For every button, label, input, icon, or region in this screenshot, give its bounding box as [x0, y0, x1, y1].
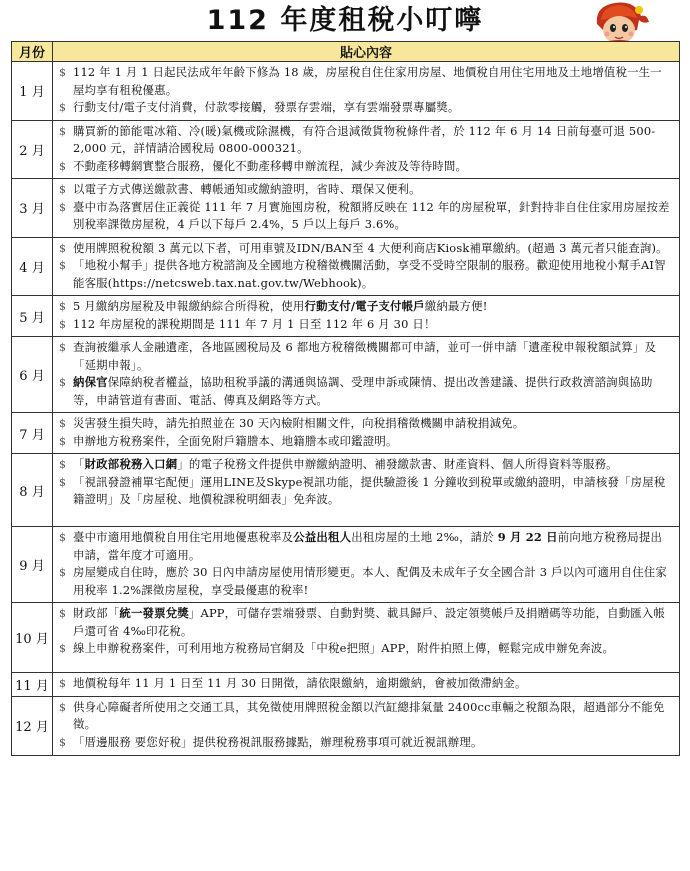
dollar-bullet-icon: $ [59, 735, 67, 749]
item-text: 前向地方稅務局提出申請，當年度才可適用。 [73, 530, 663, 562]
reminder-item [59, 640, 673, 658]
item-text: 房屋變成自住時，應於 30 日內申請房屋使用情形變更。本人、配偶及未成年子女全國合計 3 戶以內可適用自住住家用稅率 1.2%課徵房屋稅，享受最優惠的稅率! [73, 565, 667, 597]
reminder-item [59, 415, 673, 433]
month-cell: 1 月 [12, 62, 53, 121]
reminder-item [59, 529, 673, 564]
item-text: 臺中市為落實居住正義從 111 年 7 月實施囤房稅，稅額將反映在 112 年的房屋稅單，針對持非自住住家用房屋按差別稅率課徵房屋稅，4 戶以下每戶 2.4%，5 戶以上每戶 3.6%。 [73, 199, 670, 231]
month-cell: 12 月 [12, 696, 53, 755]
tax-reminder-table [11, 41, 680, 756]
reminder-item [59, 99, 673, 117]
item-text: 以電子方式傳送繳款書、轉帳通知或繳納證明，省時、環保又便利。 [73, 182, 421, 196]
dollar-bullet-icon: $ [59, 317, 67, 331]
content-cell [53, 296, 680, 337]
dollar-bullet-icon: $ [59, 341, 67, 354]
emphasis-text: 財政部稅務入口網 [84, 457, 178, 471]
reminder-item [59, 123, 673, 158]
reminder-item [59, 474, 673, 509]
month-cell: 10 月 [12, 603, 53, 673]
content-cell [53, 337, 680, 413]
month-column-header: 月份 [12, 42, 53, 62]
dollar-bullet-icon: $ [59, 376, 67, 389]
reminder-item [59, 158, 673, 176]
item-text: 」APP，可儲存雲端發票、自動對獎、載具歸戶、設定領獎帳戶及捐贈碼等功能，自動匯入帳戶還可省 4‰印花稅。 [73, 606, 666, 638]
content-cell [53, 413, 680, 454]
dollar-bullet-icon: $ [59, 475, 67, 489]
table-row [12, 237, 680, 296]
item-text: 購買新的節能電冰箱、冷(暖)氣機或除濕機，有符合退減徵貨物稅條件者，於 112 年 6 月 14 日前每臺可退 500-2,000 元，詳情請洽國稅局 0800-000321。 [73, 123, 656, 155]
item-text: 地價稅每年 11 月 1 日至 11 月 30 日開徵，請依限繳納，逾期繳納，會被加徵滯納金。 [73, 676, 527, 690]
table-row [12, 696, 680, 755]
content-column-header: 貼心內容 [53, 42, 680, 62]
reminder-item [59, 339, 673, 374]
month-cell: 2 月 [12, 120, 53, 179]
item-text: 災害發生損失時，請先拍照並在 30 天內檢附相關文件，向稅捐稽徵機關申請稅捐減免。 [73, 416, 525, 430]
reminder-item [59, 433, 673, 451]
table-header-row [12, 42, 680, 62]
reminder-item [59, 734, 673, 752]
item-text: 不動產移轉網實整合服務，優化不動產移轉申辦流程，減少奔波及等待時間。 [73, 158, 468, 173]
content-cell [53, 603, 680, 673]
dollar-bullet-icon: $ [59, 417, 67, 430]
content-cell [53, 454, 680, 527]
dollar-bullet-icon: $ [59, 458, 67, 471]
content-cell [53, 673, 680, 697]
item-text: 線上申辦稅務案件，可利用地方稅務局官網及「中稅e把照」APP，附件拍照上傳，輕鬆完成申辦免奔波。 [73, 641, 615, 655]
dollar-bullet-icon: $ [59, 642, 67, 655]
dollar-bullet-icon: $ [59, 300, 67, 313]
table-row [12, 527, 680, 603]
item-text: 財政部「 [73, 606, 120, 620]
month-cell: 11 月 [12, 673, 53, 697]
content-cell [53, 120, 680, 179]
month-cell: 6 月 [12, 337, 53, 413]
item-text: 「厝邊服務 要您好稅」提供稅務視訊服務據點，辦理稅務事項可就近視訊辦理。 [73, 734, 483, 749]
dollar-bullet-icon: $ [59, 159, 67, 173]
month-cell: 5 月 [12, 296, 53, 337]
item-text: 行動支付/電子支付消費，付款零接觸，發票存雲端，享有雲端發票專屬獎。 [73, 100, 460, 114]
table-row [12, 62, 680, 121]
dollar-bullet-icon: $ [59, 200, 67, 214]
item-text: 」的電子稅務文件提供申辦繳納證明、補發繳款書、財產資料、個人所得資料等服務。 [177, 457, 618, 471]
reminder-item [59, 298, 673, 316]
item-text: 112 年 1 月 1 日起民法成年年齡下修為 18 歲，房屋稅自住住家用房屋、地價稅自用住宅用地及土地增值稅一生一屋均享有租稅優惠。 [73, 65, 662, 97]
item-text: 臺中市適用地價稅自用住宅用地優惠稅率及 [73, 530, 294, 544]
dollar-bullet-icon: $ [59, 259, 67, 272]
reminder-item [59, 675, 673, 693]
emphasis-text: 9 月 22 日 [497, 530, 558, 544]
table-row [12, 673, 680, 697]
item-text: 查詢被繼承人金融遺產，各地區國稅局及 6 都地方稅稽徵機關都可申請，並可一併申請「遺產稅申報稅額試算」及「延期申報」。 [73, 340, 657, 372]
dollar-bullet-icon: $ [59, 607, 67, 620]
reminder-item [59, 64, 673, 99]
dollar-bullet-icon: $ [59, 101, 67, 114]
reminder-item [59, 199, 673, 234]
emphasis-text: 統一發票兌獎 [119, 606, 189, 620]
dollar-bullet-icon: $ [59, 566, 67, 579]
reminder-item [59, 181, 673, 199]
dollar-bullet-icon: $ [59, 66, 67, 79]
table-row [12, 413, 680, 454]
content-cell [53, 62, 680, 121]
item-text: 112 年房屋稅的課稅期間是 111 年 7 月 1 日至 112 年 6 月 30 日！ [73, 316, 436, 331]
item-text: 「 [73, 457, 85, 471]
item-text: 「地稅小幫手」提供各地方稅諮詢及全國地方稅稽徵機關活動，享受不受時空限制的服務。歡迎使用地稅小幫手AI智能客服(https://netcsweb.tax.nat.gov.tw/Webhook)。 [73, 258, 666, 290]
reminder-item [59, 257, 673, 292]
content-cell [53, 696, 680, 755]
emphasis-text: 公益出租人 [293, 530, 352, 544]
emphasis-text: 行動支付/電子支付帳戶 [304, 299, 425, 313]
dollar-bullet-icon: $ [59, 531, 67, 544]
reminder-item [59, 564, 673, 599]
content-cell [53, 237, 680, 296]
content-cell [53, 179, 680, 238]
content-cell [53, 527, 680, 603]
reminder-item [59, 240, 673, 258]
dollar-bullet-icon: $ [59, 124, 67, 138]
page-title: 112 年度租稅小叮嚀 [206, 5, 484, 36]
item-text: 5 月繳納房屋稅及申報繳納綜合所得稅，使用 [73, 299, 305, 313]
item-text: 繳納最方便! [424, 299, 488, 313]
dollar-bullet-icon: $ [59, 677, 67, 690]
month-cell: 9 月 [12, 527, 53, 603]
month-cell: 3 月 [12, 179, 53, 238]
dollar-bullet-icon: $ [59, 183, 67, 196]
table-row [12, 179, 680, 238]
dollar-bullet-icon: $ [59, 434, 67, 448]
table-row [12, 296, 680, 337]
reminder-item [59, 456, 673, 474]
dollar-bullet-icon: $ [59, 241, 67, 255]
reminder-item [59, 699, 673, 734]
reminder-item [59, 605, 673, 640]
month-cell: 8 月 [12, 454, 53, 527]
dollar-bullet-icon: $ [59, 700, 67, 714]
item-text: 「視訊發證補單宅配便」運用LINE及Skype視訊功能，提供驗證後 1 分鐘收到稅單或繳納證明，申請核發「房屋稅籍證明」及「房屋稅、地價稅課稅明細表」免奔波。 [73, 474, 666, 506]
reminder-item [59, 316, 673, 334]
emphasis-text: 納保官 [73, 375, 108, 389]
table-row [12, 337, 680, 413]
item-text: 出租房屋的土地 2‰，請於 [351, 530, 498, 544]
item-text: 申辦地方稅務案件，全面免附戶籍謄本、地籍謄本或印鑑證明。 [73, 433, 398, 448]
table-row [12, 454, 680, 527]
item-text: 使用牌照稅稅額 3 萬元以下者，可用車號及IDN/BAN至 4 大便利商店Kiosk補單繳納。(超過 3 萬元者只能查詢)。 [73, 240, 668, 255]
table-row [12, 603, 680, 673]
item-text: 保障納稅者權益，協助租稅爭議的溝通與協調、受理申訴或陳情、提出改善建議、提供行政救濟諮詢與協助等，申請管道有書面、電話、傳真及網路等方式。 [73, 375, 653, 407]
table-row [12, 120, 680, 179]
month-cell: 4 月 [12, 237, 53, 296]
reminder-item [59, 374, 673, 409]
item-text: 供身心障礙者所使用之交通工具，其免徵使用牌照稅金額以汽缸總排氣量 2400cc車輛之稅額為限，超過部分不能免徵。 [73, 699, 665, 731]
month-cell: 7 月 [12, 413, 53, 454]
